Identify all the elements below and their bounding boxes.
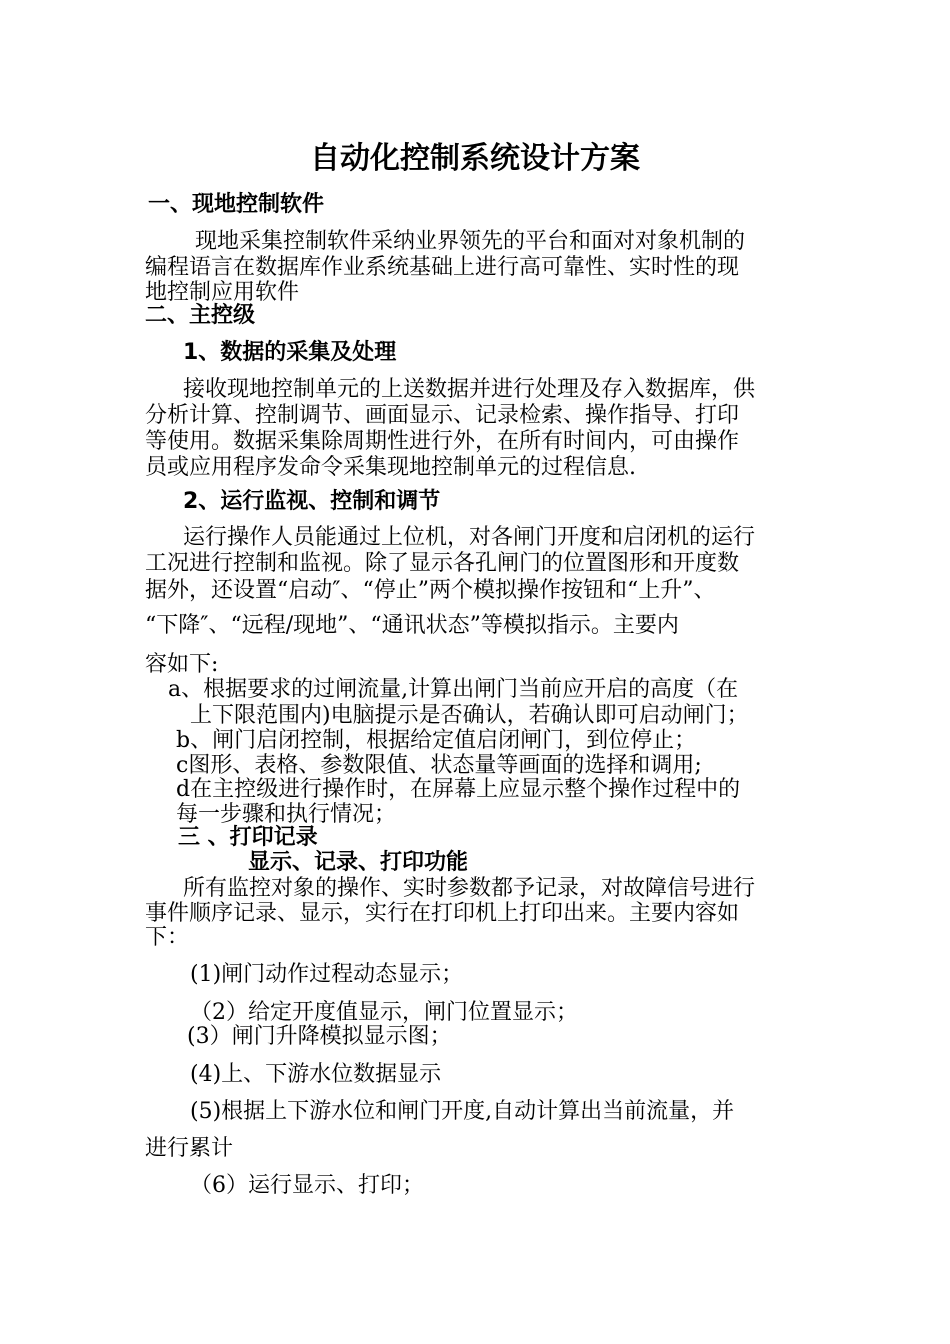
sec2-p1-line: 员或应用程序发命令采集现地控制单元的过程信息. [145,455,636,480]
sec3-list-item: (3）闸门升降模拟显示图； [187,1024,452,1049]
section-2-heading: 二、主控级 [145,303,256,328]
sec1-line: 现地采集控制软件采纳业界领先的平台和面对对象机制的 [195,229,746,254]
sec3-line: 事件顺序记录、显示，实行在打印机上打印出来。主要内容如 [145,901,740,926]
sec1-line: 地控制应用软件 [145,280,300,305]
sec2-list-item: c图形、表格、参数限值、状态量等画面的选择和调用; [176,753,702,778]
subsection-2-2-heading: 2、运行监视、控制和调节 [183,489,441,514]
sec1-line: 编程语言在数据库作业系统基础上进行高可靠性、实时性的现 [145,255,740,280]
sec2-list-item: 上下限范围内)电脑提示是否确认，若确认即可启动闸门； [190,703,749,728]
section-1-heading: 一、现地控制软件 [148,192,325,217]
sec2-list-item: d在主控级进行操作时，在屏幕上应显示整个操作过程中的 [176,777,741,802]
sec3-line: 所有监控对象的操作、实时参数都予记录，对故障信号进行 [183,876,756,901]
sec2-p2-line: “下降″、“远程/现地”、“通讯状态”等模拟指示。主要内 [145,613,679,638]
sec3-list-item: （6）运行显示、打印； [190,1173,424,1198]
subsection-3-1-heading: 显示、记录、打印功能 [248,850,469,875]
sec2-p1-line: 接收现地控制单元的上送数据并进行处理及存入数据库，供 [183,377,756,402]
sec2-p2-line: 运行操作人员能通过上位机，对各闸门开度和启闭机的运行 [183,525,756,550]
subsection-2-1-heading: 1、数据的采集及处理 [183,340,397,365]
sec3-list-item: (4)上、下游水位数据显示 [190,1062,442,1087]
sec2-list-item: b、闸门启闭控制，根据给定值启闭闸门，到位停止； [176,728,697,753]
sec2-p1-line: 等使用。数据采集除周期性进行外，在所有时间内，可由操作 [145,429,740,454]
sec2-p1-line: 分析计算、控制调节、画面显示、记录检索、操作指导、打印 [145,403,740,428]
sec3-line: 下： [145,925,190,950]
sec2-list-item: a、根据要求的过闸流量,计算出闸门当前应开启的高度（在 [168,677,739,702]
sec3-list-item: （2）给定开度值显示，闸门位置显示； [190,1000,578,1025]
sec2-p2-line: 容如下: [145,652,219,677]
section-3-heading: 三 、打印记录 [178,825,318,850]
sec3-list-item: 进行累计 [145,1136,234,1161]
sec3-list-item: (1)闸门动作过程动态显示； [190,962,464,987]
sec2-p2-line: 工况进行控制和监视。除了显示各孔闸门的位置图形和开度数 [145,551,740,576]
sec3-list-item: (5)根据上下游水位和闸门开度,自动计算出当前流量，并 [190,1099,735,1124]
page-title: 自动化控制系统设计方案 [310,141,640,176]
sec2-list-item: 每一步骤和执行情况； [176,802,397,827]
sec2-p2-line: 据外，还设置“启动″、“停止”两个模拟操作按钮和“上升”、 [145,578,716,603]
